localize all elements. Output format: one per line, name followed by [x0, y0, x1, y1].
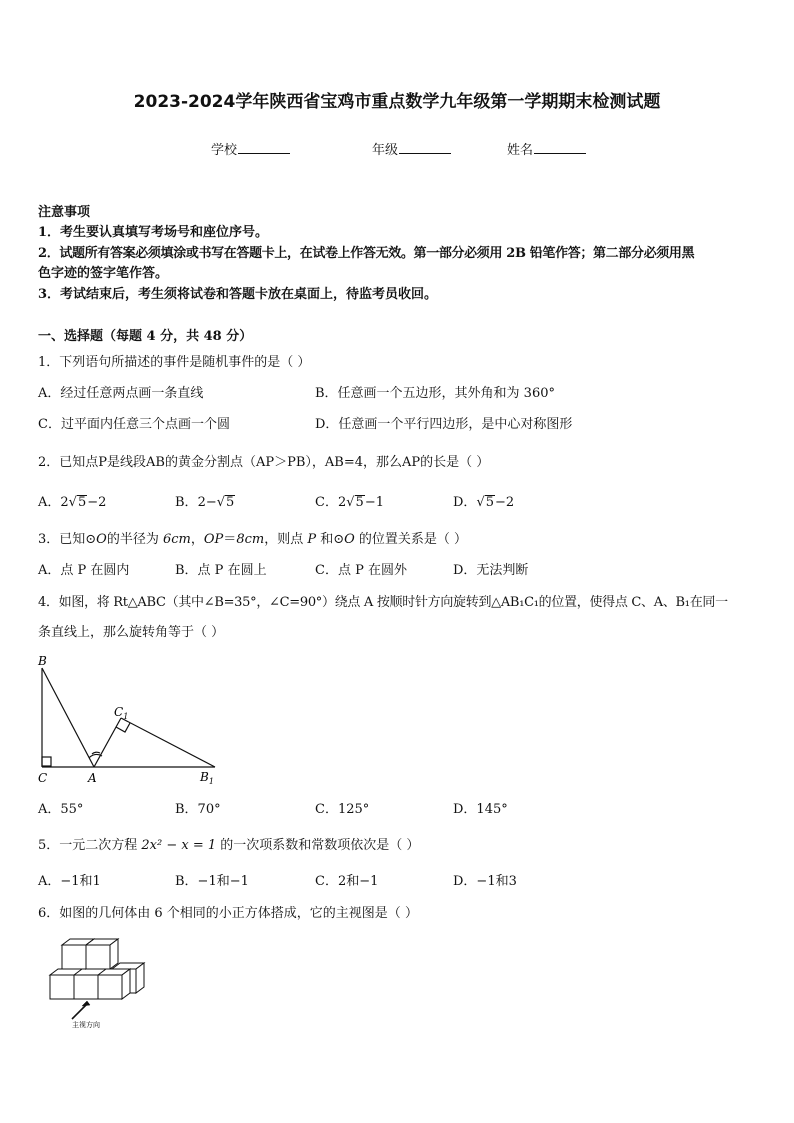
sqrt-icon: √: [346, 495, 355, 510]
name-field: [507, 141, 586, 160]
q4-option-c: C．125°: [315, 802, 370, 817]
q2-option-a: [38, 494, 106, 512]
q2-c-tail: −1: [364, 495, 384, 510]
q5-option-b: B．−1和−1: [175, 874, 249, 889]
q2-c-radicand: 5: [355, 495, 364, 510]
q6-cube-figure: [40, 935, 150, 1030]
q3-stem-part: 和⊙: [316, 532, 345, 547]
q5-stem-part: 5．一元二次方程: [38, 838, 142, 853]
q5-stem: [38, 837, 419, 855]
q1-stem: 1．下列语句所描述的事件是随机事件的是（ ）: [38, 355, 311, 370]
q2-d-radicand: 5: [485, 495, 495, 510]
q3-option-b: B．点 P 在圆上: [175, 563, 267, 578]
school-field: [211, 141, 290, 160]
label-b: B: [38, 654, 47, 668]
grade-label: 年级: [372, 143, 399, 158]
q4-option-b: B．70°: [175, 802, 221, 817]
q3-stem-distance: 8cm: [236, 532, 265, 547]
q3-option-a: A．点 P 在圆内: [38, 563, 130, 578]
q2-option-b: [175, 494, 235, 512]
label-c1: $C_1$: [114, 705, 129, 721]
q2-a-tail: −2: [87, 495, 107, 510]
q4-triangle-figure: [30, 650, 230, 790]
label-b1: $B_1$: [200, 770, 214, 786]
q2-c-coef: 2: [337, 495, 347, 510]
q3-stem-radius: 6cm: [162, 532, 191, 547]
segment-ba: [42, 668, 94, 767]
grade-field: [372, 141, 451, 160]
q3-option-c: C．点 P 在圆外: [315, 563, 407, 578]
cube-stack: [50, 939, 144, 999]
q3-stem-part: ，: [190, 532, 204, 547]
notice-item-2-cont: 色字迹的签字笔作答。: [38, 266, 169, 281]
q2-b-label: B．: [175, 495, 198, 510]
rotation-arc-inner: [92, 752, 100, 754]
view-direction-arrow-icon: [72, 1001, 90, 1019]
q3-stem-part: 的位置关系是（ ）: [354, 532, 468, 547]
label-c: C: [38, 771, 48, 785]
school-blank: [238, 141, 290, 154]
sqrt-icon: √: [68, 495, 77, 510]
q5-stem-part: 的一次项系数和常数项依次是（ ）: [216, 838, 420, 853]
q3-stem-o: O: [344, 532, 355, 547]
q6-stem: 6．如图的几何体由 6 个相同的小正方体搭成，它的主视图是（ ）: [38, 906, 418, 921]
q5-option-c: C．2和−1: [315, 874, 379, 889]
q2-d-label: D．: [453, 495, 477, 510]
q3-stem-p: P: [307, 532, 317, 547]
q3-stem-part: 3．已知⊙: [38, 532, 97, 547]
q2-a-coef: 2: [60, 495, 69, 510]
q3-stem-part: ＝: [223, 532, 237, 547]
right-angle-mark-c: [42, 757, 51, 766]
q5-option-d: D．−1和3: [453, 874, 517, 889]
q4-option-d: D．145°: [453, 802, 508, 817]
q2-stem: 2．已知点P是线段AB的黄金分割点（AP＞PB），AB=4，那么AP的长是（ ）: [38, 455, 490, 470]
q2-option-c: [315, 494, 384, 512]
sqrt-icon: √: [476, 495, 485, 510]
q3-option-d: D．无法判断: [453, 563, 529, 578]
notice-item-3: 3．考试结束后，考生须将试卷和答题卡放在桌面上，待监考员收回。: [38, 287, 438, 302]
q1-option-b: B．任意画一个五边形，其外角和为 360°: [315, 386, 555, 401]
section-heading: 一、选择题（每题 4 分，共 48 分）: [38, 329, 253, 344]
q3-stem-o: O: [96, 532, 107, 547]
q4-option-a: A．55°: [38, 802, 84, 817]
q2-d-tail: −2: [495, 495, 515, 510]
name-label: 姓名: [507, 143, 534, 158]
q4-stem-line1: 4．如图，将 Rt△ABC（其中∠B=35°，∠C=90°）绕点 A 按顺时针方向旋转到△AB₁C₁的位置，使得点 C、A、B₁在同一: [38, 595, 728, 610]
page-title: 2023-2024学年陕西省宝鸡市重点数学九年级第一学期期末检测试题: [133, 92, 661, 112]
grade-blank: [399, 141, 451, 154]
notice-item-2: 2．试题所有答案必须填涂或书写在答题卡上，在试卷上作答无效。第一部分必须用 2B 铅笔作答；第二部分必须用黑: [38, 246, 695, 261]
notice-item-1: 1．考生要认真填写考场号和座位序号。: [38, 225, 269, 240]
q2-b-head: 2−: [197, 495, 217, 510]
q1-option-a: A．经过任意两点画一条直线: [38, 386, 204, 401]
notice-heading: 注意事项: [38, 205, 91, 220]
q5-option-a: A．−1和1: [38, 874, 101, 889]
q3-stem-op: OP: [203, 532, 224, 547]
q2-a-radicand: 5: [77, 495, 87, 510]
view-direction-label: 主视方向: [72, 1021, 100, 1029]
q3-stem-part: 的半径为: [106, 532, 163, 547]
q2-c-label: C．: [315, 495, 338, 510]
school-label: 学校: [211, 143, 238, 158]
q2-b-radicand: 5: [226, 495, 235, 510]
q1-option-d: D．任意画一个平行四边形，是中心对称图形: [315, 417, 573, 432]
q5-equation: 2x² − x = 1: [141, 838, 217, 853]
q4-stem-line2: 条直线上，那么旋转角等于（ ）: [38, 625, 225, 640]
label-a: A: [88, 771, 97, 785]
q3-stem-part: ，则点: [264, 532, 308, 547]
q2-a-label: A．: [38, 495, 61, 510]
name-blank: [534, 141, 586, 154]
sqrt-icon: √: [216, 495, 226, 510]
segment-c1b1: [121, 718, 215, 767]
segment-ac1: [94, 718, 121, 767]
q3-stem: [38, 531, 467, 549]
q1-option-c: C．过平面内任意三个点画一个圆: [38, 417, 230, 432]
q2-option-d: [453, 494, 514, 512]
